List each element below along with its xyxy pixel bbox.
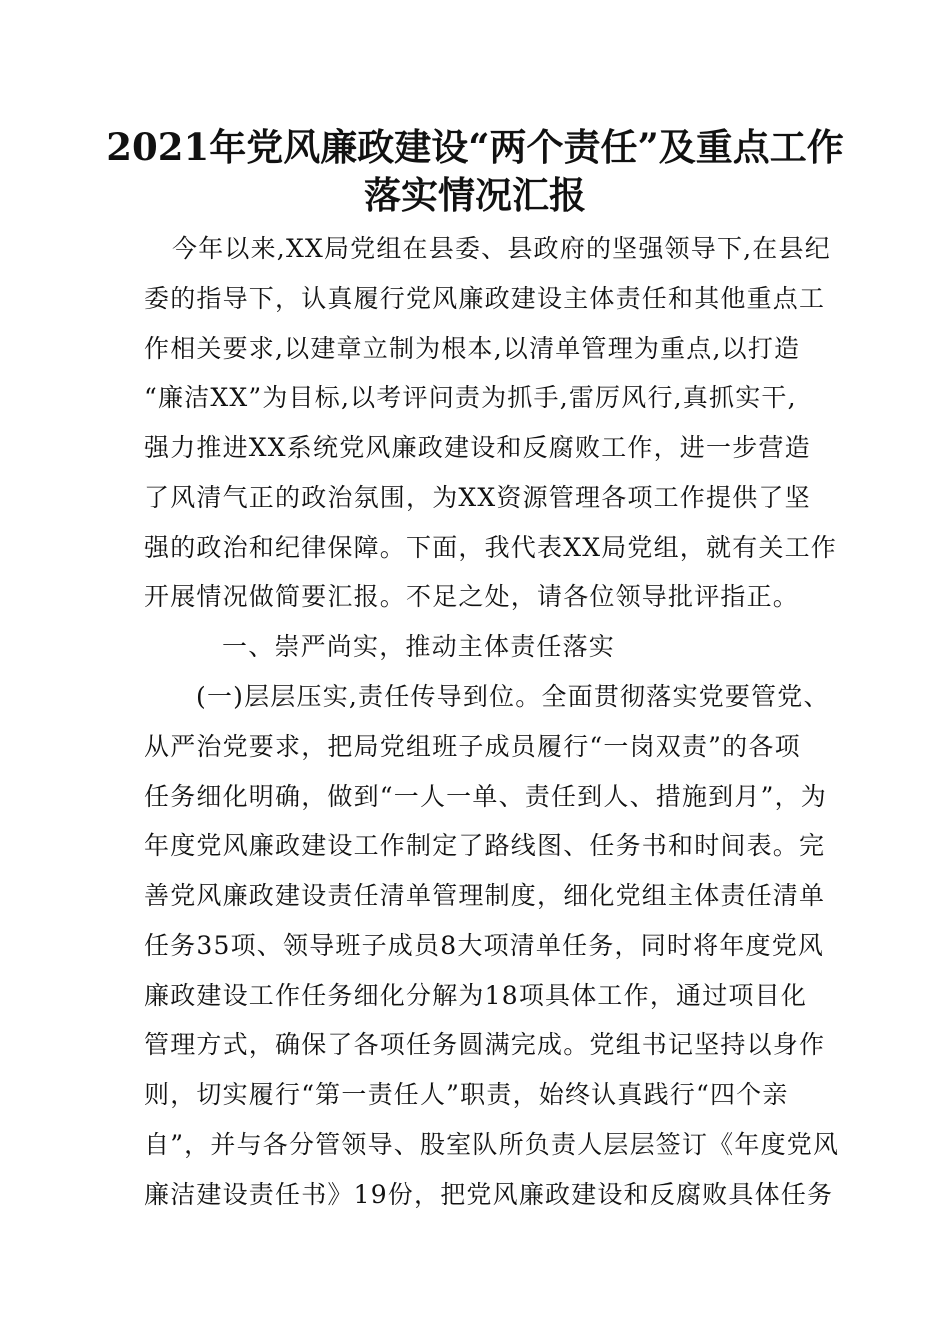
- body-line: 任务细化明确，做到“一人一单、责任到人、措施到月”，为: [144, 782, 827, 811]
- body-line: 开展情况做简要汇报。不足之处，请各位领导批评指正。: [144, 582, 800, 611]
- body-line: “廉洁XX”为目标,以考评问责为抓手,雷厉风行,真抓实干,: [144, 383, 797, 412]
- body-line: 作相关要求,以建章立制为根本,以清单管理为重点,以打造: [144, 334, 801, 363]
- body-line: 今年以来,XX局党组在县委、县政府的坚强领导下,在县纪: [172, 234, 831, 263]
- body-line: 强力推进XX系统党风廉政建设和反腐败工作，进一步营造: [144, 433, 811, 462]
- body-line: 廉政建设工作任务细化分解为18项具体工作，通过项目化: [144, 981, 808, 1010]
- document-title-line-2: 落实情况汇报: [364, 173, 586, 217]
- body-line: 管理方式，确保了各项任务圆满完成。党组书记坚持以身作: [144, 1030, 826, 1059]
- body-line: 强的政治和纪律保障。下面，我代表XX局党组，就有关工作: [144, 533, 837, 562]
- body-line: (一)层层压实,责任传导到位。全面贯彻落实党要管党、: [196, 682, 830, 711]
- body-line: 任务35项、领导班子成员8大项清单任务，同时将年度党风: [144, 931, 825, 960]
- body-line: 年度党风廉政建设工作制定了路线图、任务书和时间表。完: [144, 831, 826, 860]
- body-line: 自”，并与各分管领导、股室队所负责人层层签订《年度党风: [144, 1130, 840, 1159]
- body-line: 善党风廉政建设责任清单管理制度，细化党组主体责任清单: [144, 881, 826, 910]
- body-line: 廉洁建设责任书》19份，把党风廉政建设和反腐败具体任务: [144, 1180, 834, 1209]
- body-line: 从严治党要求，把局党组班子成员履行“一岗双责”的各项: [144, 732, 801, 761]
- body-line: 则，切实履行“第一责任人”职责，始终认真践行“四个亲: [144, 1080, 789, 1109]
- body-line: 了风清气正的政治氛围，为XX资源管理各项工作提供了坚: [144, 483, 811, 512]
- document-title-line-1: 2021年党风廉政建设“两个责任”及重点工作: [106, 125, 844, 169]
- section-heading: 一、崇严尚实，推动主体责任落实: [222, 632, 616, 661]
- body-line: 委的指导下，认真履行党风廉政建设主体责任和其他重点工: [144, 284, 826, 313]
